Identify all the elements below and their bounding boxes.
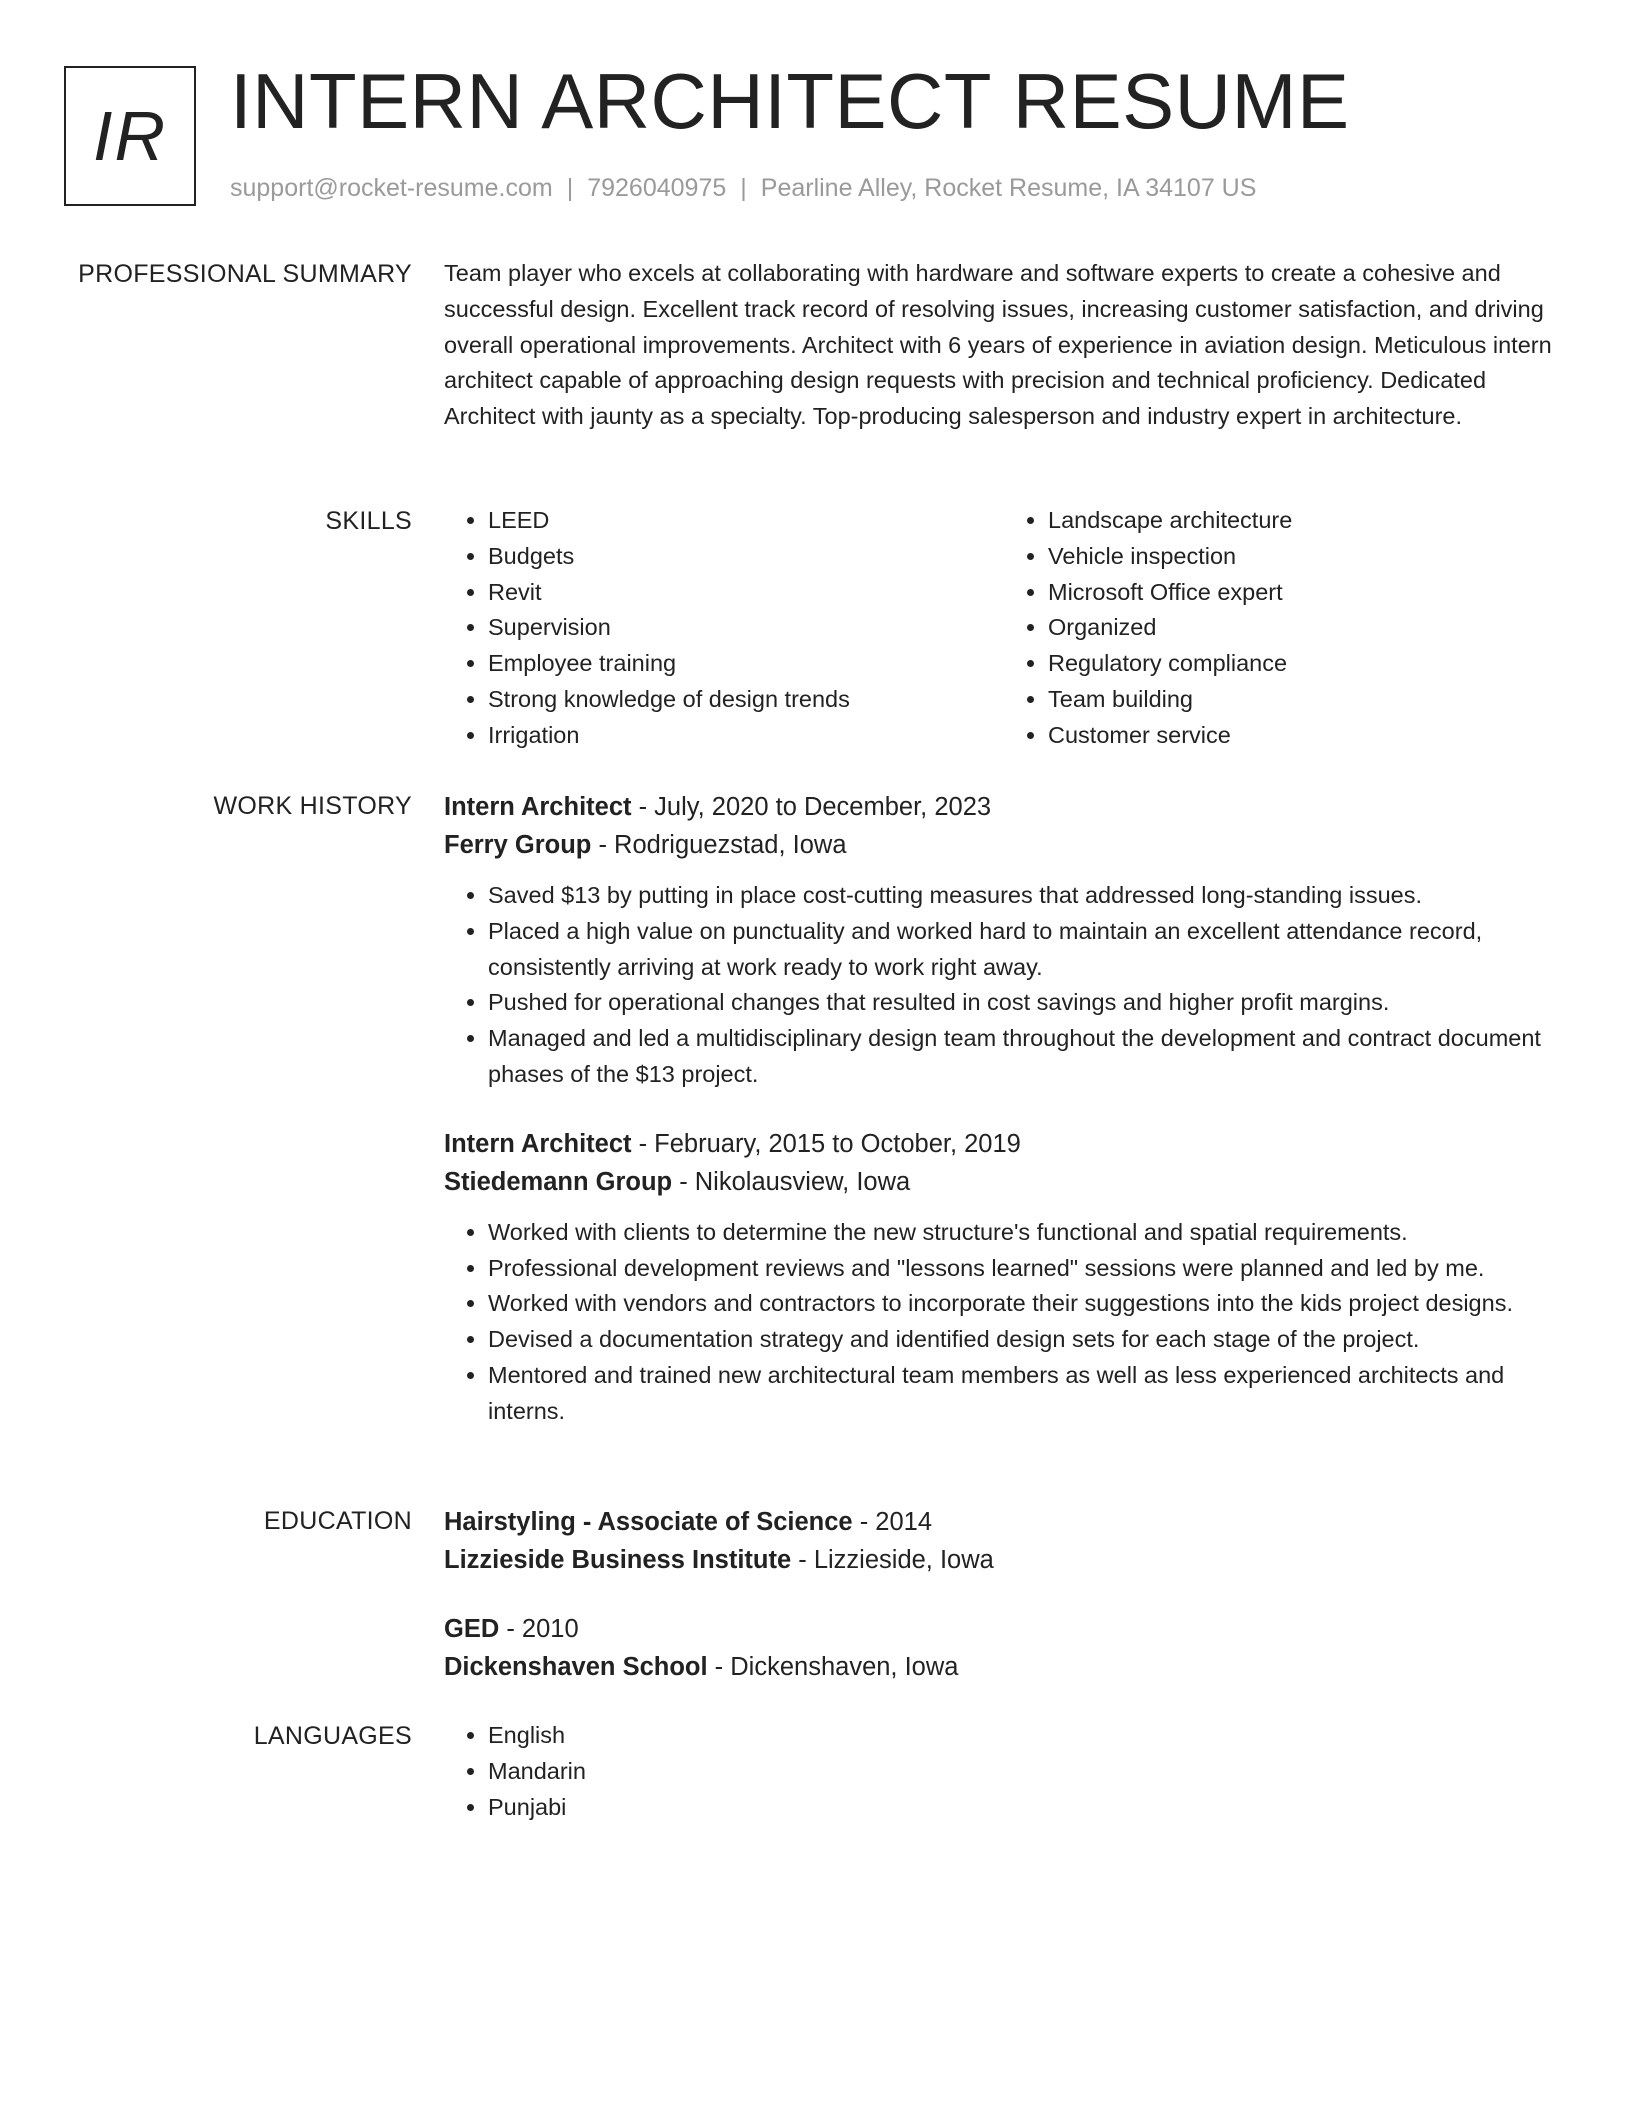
job-entry — [444, 1125, 1564, 1430]
skill-item: • Employee training — [488, 646, 1004, 682]
language-item: • Punjabi — [488, 1790, 1564, 1826]
work-history-body — [444, 788, 1564, 1430]
education-body — [444, 1503, 1564, 1686]
job-dates: - July, 2020 to December, 2023 — [631, 793, 992, 821]
skill-item: • Regulatory compliance — [1048, 646, 1564, 682]
contact-separator: | — [740, 174, 747, 202]
education-school-line — [444, 1541, 1564, 1579]
education-year: - 2014 — [852, 1508, 933, 1536]
education-degree-line — [444, 1503, 1564, 1541]
contact-email[interactable]: support@rocket-resume.com — [230, 174, 553, 202]
job-company: Ferry Group — [444, 831, 592, 859]
job-company-line — [444, 826, 1564, 864]
section-label-work-history: WORK HISTORY — [213, 792, 412, 820]
skill-item: • Supervision — [488, 610, 1004, 646]
job-bullet-list — [444, 878, 1564, 1093]
education-school: Dickenshaven School — [444, 1653, 708, 1681]
education-school: Lizzieside Business Institute — [444, 1546, 792, 1574]
skill-item: • Organized — [1048, 610, 1564, 646]
section-label-education: EDUCATION — [263, 1507, 412, 1535]
job-bullet: • Placed a high value on punctuality and worked hard to maintain an excellent attendance record, consistently arriving at work ready to work right away. — [488, 914, 1564, 986]
skill-item: • Budgets — [488, 539, 1004, 575]
job-bullet-list — [444, 1215, 1564, 1430]
job-bullet: • Managed and led a multidisciplinary design team throughout the development and contract document phases of the $13 project. — [488, 1021, 1564, 1093]
section-label-skills: SKILLS — [325, 507, 412, 535]
skills-list-left — [444, 503, 1004, 754]
education-degree: GED — [444, 1615, 500, 1643]
languages-body — [444, 1718, 1564, 1825]
contact-address: Pearline Alley, Rocket Resume, IA 34107 US — [760, 174, 1257, 202]
education-year: - 2010 — [499, 1615, 579, 1643]
education-location: - Dickenshaven, Iowa — [707, 1653, 959, 1681]
job-location: - Rodriguezstad, Iowa — [591, 831, 847, 859]
job-bullet: • Worked with vendors and contractors to incorporate their suggestions into the kids project designs. — [488, 1286, 1564, 1322]
job-company: Stiedemann Group — [444, 1167, 673, 1196]
education-entry — [444, 1610, 1564, 1686]
education-school-line — [444, 1648, 1564, 1686]
skill-item: • Strong knowledge of design trends — [488, 682, 1004, 718]
job-location: - Nikolausview, Iowa — [672, 1167, 911, 1196]
education-entry — [444, 1503, 1564, 1579]
resume-title: INTERN ARCHITECT RESUME — [230, 57, 1350, 145]
job-bullet: • Mentored and trained new architectural team members as well as less experienced architects and interns. — [488, 1358, 1564, 1430]
job-bullet: • Pushed for operational changes that resulted in cost savings and higher profit margins. — [488, 985, 1564, 1021]
education-degree-line — [444, 1610, 1564, 1648]
skill-item: • Customer service — [1048, 718, 1564, 754]
skill-item: • Team building — [1048, 682, 1564, 718]
summary-text: Team player who excels at collaborating with hardware and software experts to create a cohesive and successful design. Excellent track record of resolving issues, increasing customer satisfaction, and driving overall operational improvements. Architect with 6 years of experience in aviation design. Meticulous intern architect capable of approaching design requests with precision and technical proficiency. Dedicated Architect with jaunty as a specialty. Top-producing salesperson and industry expert in architecture. — [444, 260, 1552, 430]
skill-item: • Landscape architecture — [1048, 503, 1564, 539]
language-item: • English — [488, 1718, 1564, 1754]
job-title-line — [444, 1125, 1564, 1163]
job-bullet: • Worked with clients to determine the new structure's functional and spatial requirements. — [488, 1215, 1564, 1251]
skills-grid — [444, 503, 1564, 754]
job-title: Intern Architect — [444, 1129, 632, 1158]
contact-separator: | — [566, 174, 574, 202]
skill-item: • Revit — [488, 575, 1004, 611]
job-bullet: • Devised a documentation strategy and identified design sets for each stage of the project. — [488, 1322, 1564, 1358]
section-label-summary: PROFESSIONAL SUMMARY — [78, 260, 412, 288]
job-company-line — [444, 1163, 1564, 1201]
job-bullet: • Saved $13 by putting in place cost-cutting measures that addressed long-standing issues. — [488, 878, 1564, 914]
language-item: • Mandarin — [488, 1754, 1564, 1790]
section-label-languages: LANGUAGES — [253, 1722, 412, 1750]
education-degree: Hairstyling - Associate of Science — [444, 1508, 853, 1536]
summary-body — [444, 256, 1564, 435]
skill-item: • Irrigation — [488, 718, 1004, 754]
skill-item: • Microsoft Office expert — [1048, 575, 1564, 611]
monogram-logo: IR — [64, 66, 196, 206]
job-title-line — [444, 788, 1564, 826]
job-entry — [444, 788, 1564, 1093]
education-location: - Lizzieside, Iowa — [791, 1546, 994, 1574]
contact-line — [230, 174, 1256, 203]
job-bullet: • Professional development reviews and "lessons learned" sessions were planned and led by me. — [488, 1251, 1564, 1287]
job-dates: - February, 2015 to October, 2019 — [631, 1129, 1021, 1158]
languages-list — [444, 1718, 1564, 1825]
job-title: Intern Architect — [444, 793, 632, 821]
contact-phone[interactable]: 7926040975 — [587, 174, 727, 202]
skill-item: • LEED — [488, 503, 1004, 539]
skill-item: • Vehicle inspection — [1048, 539, 1564, 575]
skills-list-right — [1004, 503, 1564, 754]
